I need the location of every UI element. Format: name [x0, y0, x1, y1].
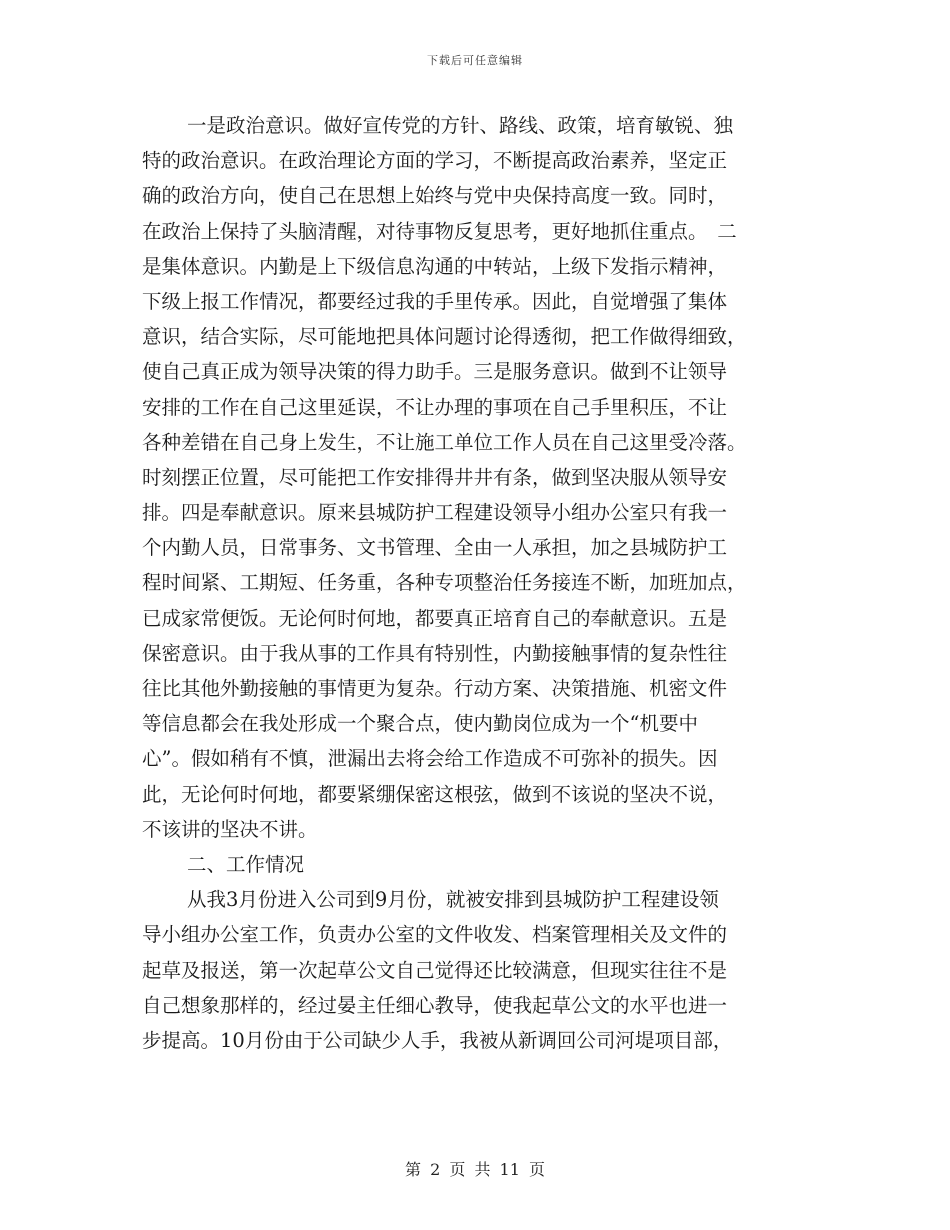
text-line: 等信息都会在我处形成一个聚合点，使内勤岗位成为一个“机要中: [142, 712, 698, 736]
text-line: 保密意识。由于我从事的工作具有特别性，内勤接触事情的复杂性往: [142, 641, 728, 665]
text-line: 特的政治意识。在政治理论方面的学习，不断提高政治素养，坚定正: [142, 149, 728, 173]
text-line: 下级上报工作情况，都要经过我的手里传承。因此，自觉增强了集体: [142, 289, 728, 313]
text-line: 个内勤人员，日常事务、文书管理、全由一人承担，加之县城防护工: [142, 536, 728, 560]
text-line: 时刻摆正位置，尽可能把工作安排得井井有条，做到坚决服从领导安: [142, 465, 728, 489]
text-line: 不该讲的坚决不讲。: [142, 817, 318, 841]
text-line: 心”。假如稍有不慎，泄漏出去将会给工作造成不可弥补的损失。因: [142, 747, 718, 771]
text-line: 起草及报送，第一次起草公文自己觉得还比较满意，但现实往往不是: [142, 958, 728, 982]
section-heading: 二、工作情况: [187, 852, 305, 876]
text-line: 确的政治方向，使自己在思想上始终与党中央保持高度一致。同时，: [142, 184, 728, 208]
text-line: 使自己真正成为领导决策的得力助手。三是服务意识。做到不让领导: [142, 360, 728, 384]
page-header: 下载后可任意编辑: [427, 54, 523, 67]
text-line: 程时间紧、工期短、任务重，各种专项整治任务接连不断，加班加点，: [142, 571, 747, 595]
text-line: 已成家常便饭。无论何时何地，都要真正培育自己的奉献意识。五是: [142, 606, 728, 630]
text-line: 往比其他外勤接触的事情更为复杂。行动方案、决策措施、机密文件: [142, 677, 728, 700]
document-body: [142, 108, 808, 1058]
text-line: 安排的工作在自己这里延误，不让办理的事项在自己手里积压，不让: [142, 395, 728, 419]
text-line: 一是政治意识。做好宣传党的方针、路线、政策，培育敏锐、独: [187, 114, 734, 137]
page-number-footer: 第 2 页 共 11 页: [405, 1160, 545, 1179]
text-line: 导小组办公室工作，负责办公室的文件收发、档案管理相关及文件的: [142, 923, 728, 947]
text-line: 排。四是奉献意识。原来县城防护工程建设领导小组办公室只有我一: [142, 501, 728, 525]
text-line: 在政治上保持了头脑清醒，对待事物反复思考，更好地抓住重点。 二: [142, 219, 737, 243]
text-line: 从我3月份进入公司到9月份，就被安排到县城防护工程建设领: [187, 888, 719, 912]
text-line: 各种差错在自己身上发生，不让施工单位工作人员在自己这里受冷落。: [142, 430, 747, 454]
text-line: 是集体意识。内勤是上下级信息沟通的中转站，上级下发指示精神，: [142, 254, 728, 278]
text-line: 意识，结合实际，尽可能地把具体问题讨论得透彻，把工作做得细致，: [142, 325, 747, 349]
text-line: 自己想象那样的，经过晏主任细心教导，使我起草公文的水平也进一: [142, 993, 728, 1017]
text-line: 步提高。10月份由于公司缺少人手，我被从新调回公司河堤项目部，: [142, 1028, 733, 1052]
text-line: 此，无论何时何地，都要紧绷保密这根弦，做到不该说的坚决不说，: [142, 782, 728, 806]
